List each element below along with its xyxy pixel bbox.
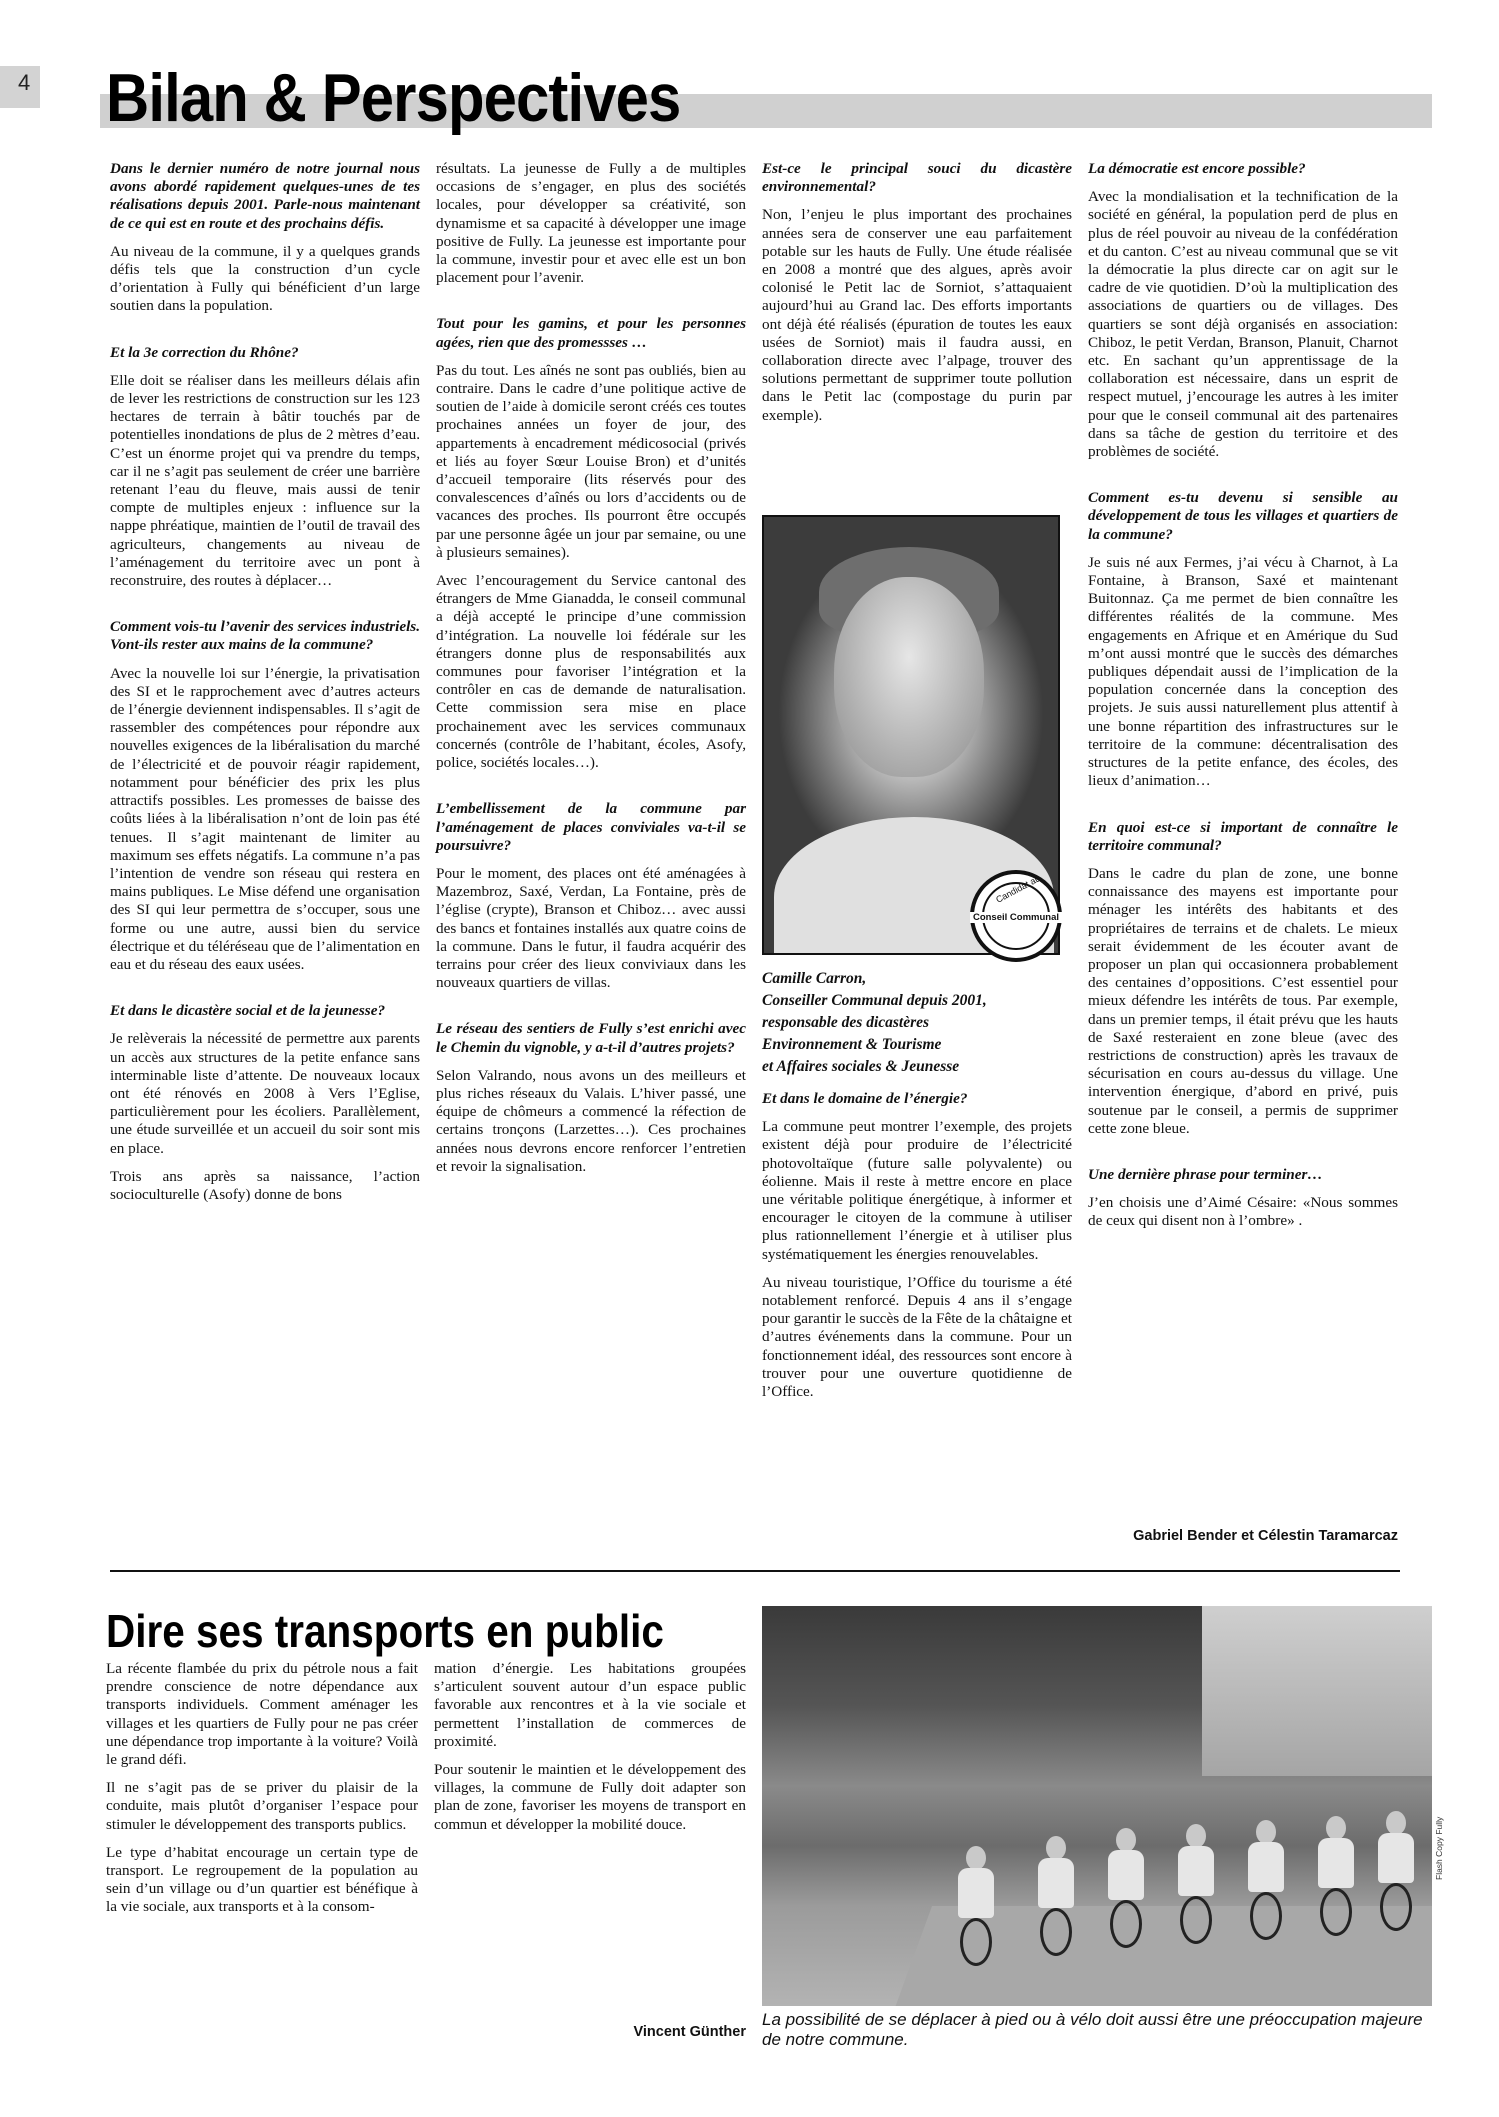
paragraph: Il ne s’agit pas de se priver du plaisir de la conduite, mais plutôt d’organiser l’espace pour stimuler le développement des transports publics. <box>106 1779 418 1833</box>
caption-line: Environnement & Tourisme <box>762 1036 942 1053</box>
interview-answer: Au niveau de la commune, il y a quelques grands défis tels que la construction d’un cycle d’orientation à Fully qui bénéficient d’un large soutien dans la population. <box>110 242 420 315</box>
caption-line: Camille Carron, <box>762 970 867 987</box>
caption-line: Conseiller Communal depuis 2001, <box>762 992 987 1009</box>
photo-credit: Flash Copy Fully <box>1434 1816 1444 1880</box>
cyclist-figure <box>952 1846 1000 1966</box>
interview-question: Et dans le dicastère social et de la jeunesse? <box>110 1002 386 1020</box>
article2-column-2 <box>434 1660 746 1844</box>
portrait-caption <box>762 968 1062 1078</box>
interview-answer: Selon Valrando, nous avons un des meilleurs et plus riches réseaux du Valais. L’hiver passé, une équipe de chômeurs a commencé la réfection de certains tronçons (Larzettes…). Ces prochaines années nous devrons encore renforcer l’entretien et revoir la signalisation. <box>436 1066 746 1175</box>
portrait-face <box>834 577 984 777</box>
caption-line: responsable des dicastères <box>762 1014 930 1031</box>
interview-question: Comment es-tu devenu si sensible au développement de tous les villages et quartiers de la commune? <box>1088 489 1398 543</box>
interview-signature: Gabriel Bender et Célestin Taramarcaz <box>1133 1528 1398 1544</box>
interview-answer: Non, l’enjeu le plus important des prochaines années sera de conserver une eau parfaitement potable sur les hauts de Fully. Une étude réalisée en 2008 a montré que des algues, après avoir colonisé le Petit lac de Sorniot, s’attaquaient aujourd’hui au Grand lac. Des efforts importants ont déjà été réalisés (épuration de toutes les eaux usées de Sorniot) mais il faudra aussi, en collaboration directe avec l’alpage, trouver des solutions permettant de supprimer toute pollution dans le Petit lac (compostage du purin par exemple). <box>762 206 1072 424</box>
article2-signature: Vincent Günther <box>633 2024 746 2040</box>
article2-title: Dire ses transports en public <box>106 1605 664 1657</box>
page-title: Bilan & Perspectives <box>106 60 681 136</box>
interview-question: Tout pour les gamins, et pour les personnes agées, rien que des promessses … <box>436 315 746 351</box>
paragraph: La récente flambée du prix du pétrole nous a fait prendre conscience de notre dépendance aux transports individuels. Comment aménager les villages et les quartiers de Fully pour ne pas créer une dépendance trop importante à la voiture? Voilà le grand défi. <box>106 1660 418 1769</box>
interview-answer: Avec l’encouragement du Service cantonal des étrangers de Mme Gianadda, le conseil communal a déjà accepté le principe d’une commission d’intégration. La nouvelle loi fédérale sur les étrangers donne plus de responsabilités aux communes pour favoriser l’intégration et la contrôler en cas de demande de naturalisation. Cette commission sera mise en place prochainement avec les services communaux concernés (contrôle de l’habitant, écoles, Asofy, police, sociétés locales…). <box>436 572 746 772</box>
page-number: 4 <box>18 70 31 95</box>
interview-answer: Pour le moment, des places ont été aménagées à Mazembroz, Saxé, Verdan, La Fontaine, près de l’église (crypte), Branson et Chiboz… avec aussi des bancs et fontaines installés aux quatre coins de la commune. Dans le futur, il faudra acquérir des terrains pour créer des lieux conviviaux dans les nouveaux quartiers de villas. <box>436 864 746 992</box>
interview-column-4 <box>1088 160 1398 1241</box>
interview-question: L’embellissement de la commune par l’aménagement de places conviviales va-t-il se poursuivre? <box>436 800 746 854</box>
interview-column-2 <box>436 160 746 1186</box>
interview-answer: Trois ans après sa naissance, l’action socioculturelle (Asofy) donne de bons <box>110 1167 420 1203</box>
interview-question: Et dans le domaine de l’énergie? <box>762 1090 968 1107</box>
interview-question: Et la 3e correction du Rhône? <box>110 343 299 361</box>
cyclist-figure <box>1032 1836 1080 1956</box>
interview-answer: J’en choisis une d’Aimé Césaire: «Nous sommes de ceux qui disent non à l’ombre» . <box>1088 1194 1398 1230</box>
caption-line: et Affaires sociales & Jeunesse <box>762 1058 960 1075</box>
paragraph: mation d’énergie. Les habitations groupées s’articulent souvent autour d’un espace public favorable aux rencontres et à la vie sociale et permettent l’installation de commerces de proximité. <box>434 1660 746 1750</box>
paragraph: Le type d’habitat encourage un certain type de transport. Le regroupement de la population au sein d’un village ou d’un quartier est bénéfique à la vie sociale, aux transports et à la consom- <box>106 1843 418 1916</box>
article2-column-1 <box>106 1660 418 1927</box>
photo-sky <box>1202 1606 1432 1776</box>
interview-answer: La commune peut montrer l’exemple, des projets existent déjà pour produire de l’électricité photovoltaïque (future salle polyvalente) ou éolienne. Mais il reste à mettre encore en place une véritable politique énergétique, à informer et encourager le citoyen de la commune à utiliser plus rationnellement l’énergie et à utiliser plus systématiquement les énergies renouvelables. <box>762 1118 1072 1263</box>
interview-column-3-bottom <box>762 1090 1072 1411</box>
cyclist-figure <box>1242 1820 1290 1940</box>
interview-question: En quoi est-ce si important de connaître le territoire communal? <box>1088 818 1398 854</box>
candidate-stamp-icon <box>970 870 1062 962</box>
paragraph: Pour soutenir le maintien et le développement des villages, la commune de Fully doit adapter son plan de zone, favoriser les moyens de transport en commun et développer la mobilité douce. <box>434 1761 746 1833</box>
cyclists-photo <box>762 1606 1432 2006</box>
cyclist-figure <box>1372 1811 1420 1931</box>
interview-answer: Avec la nouvelle loi sur l’énergie, la privatisation des SI et le rapprochement avec d’autres acteurs de l’énergie deviennent indispensables. Il s’agit de rassembler des compétences pour répondre aux nouvelles exigences de la libéralisation du marché de l’électricité et de pouvoir réagir rapidement, notamment pour bénéficier des prix les plus attractifs possibles. Les promesses de baisse des coûts liées à la libéralisation n’ont de loin pas été tenues. Il s’agit maintenant de limiter au maximum ses effets négatifs. La commune n’a pas l’intention de vendre son réseau qui restera en mains publiques. Le Mise défend une organisation des SI qui leur permettra de s’occuper, sous une forme ou une autre, aussi bien du service électrique et du téléréseau que de l’alimentation en eau et du réseau des eaux usées. <box>110 664 420 973</box>
interview-answer: résultats. La jeunesse de Fully a de multiples occasions de s’engager, en plus des sociétés locales, pour développer sa créativité, son dynamisme et sa capacité à développer une image positive de Fully. La jeunesse est importante pour la commune, investir pour et avec elle est un bon placement pour l’avenir. <box>436 160 746 287</box>
interview-answer: Dans le cadre du plan de zone, une bonne connaissance des mayens est importante pour ménager les intérêts des habitants et des propriétaires de terrains et de chalets. Le mieux serait évidemment de les écouter avant de proposer un plan qui occasionnera probablement des centaines d’oppositions. C’est essentiel pour mieux défendre les intérêts de tous. Par exemple, dans un premier temps, il était prévu que les hauts de Saxé resteraient en zone bleue (avec des restrictions de construction) après les travaux de sécurisation en cours au-dessus du village. Une intervention énergique, d’abord en privé, puis soutenue par le conseil, a permis de supprimer cette zone bleue. <box>1088 864 1398 1137</box>
interview-answer: Avec la mondialisation et la technification de la société en général, la population perd de plus en plus de réel pouvoir au niveau de la confédération et du canton. C’est au niveau communal que se vit la démocratie la plus directe car on agit sur le cadre de vie quotidien. D’où la multiplication des associations de quartiers ou de villages. Des quartiers se sont déjà organisés en association: Chiboz, le petit Verdan, Branson, Planuit, Charnot etc. En sachant qu’un apprentissage de la collaboration est nécessaire, dans un esprit de respect mutuel, j’encourage les autres à les imiter pour que le conseil communal ait des partenaires dans sa tâche de gestion du territoire et des problèmes de société. <box>1088 188 1398 461</box>
interview-question: Le réseau des sentiers de Fully s’est enrichi avec le Chemin du vignoble, y a-t-il d’autres projets? <box>436 1020 746 1056</box>
interview-column-3-top <box>762 160 1072 435</box>
cyclist-figure <box>1172 1824 1220 1944</box>
stamp-top-text: Candidat au <box>994 873 1042 905</box>
interview-column-1 <box>110 160 420 1214</box>
interview-answer: Elle doit se réaliser dans les meilleurs délais afin de lever les restrictions de construction sur les 123 hectares de terrain à bâtir touchés par de potentielles inondations de plus de 2 mètres d’eau. C’est un énorme projet qui va prendre du temps, car il ne s’agit pas seulement de créer une barrière retenant l’eau du fleuve, mais aussi de tenir compte de multiples enjeux : influence sur la nappe phréatique, maintien de l’outil de travail des agriculteurs, changements au niveau de l’aménagement du territoire avec un pont à reconstruire, des routes à déplacer… <box>110 371 420 590</box>
interview-question: Est-ce le principal souci du dicastère environnemental? <box>762 160 1072 196</box>
interview-question: Dans le dernier numéro de notre journal nous avons abordé rapidement quelques-unes de tes réalisations depuis 2001. Parle-nous maintenant de ce qui est en route et des prochains défis. <box>110 160 420 232</box>
interview-answer: Au niveau touristique, l’Office du tourisme a été notablement renforcé. Depuis 4 ans il s’engage pour garantir le succès de la Fête de la châtaigne et d’autres événements dans la commune. Pour un fonctionnement idéal, des ressources sont encore à trouver pour une ouverture quotidienne de l’Office. <box>762 1273 1072 1401</box>
cyclist-figure <box>1312 1816 1360 1936</box>
interview-question: Une dernière phrase pour terminer… <box>1088 1165 1323 1183</box>
interview-question: La démocratie est encore possible? <box>1088 160 1306 177</box>
interview-answer: Je suis né aux Fermes, j’ai vécu à Charnot, à La Fontaine, à Branson, Saxé et maintenant Buitonnaz. Ça me permet de bien connaître les différentes réalités de la commune. Mes engagements en Afrique et en Amérique du Sud m’ont aussi montré que le succès des démarches publiques dépendait aussi de l’implication de la population concernée dans la conception des projets. Je suis aussi naturellement plus attentif à une bonne répartition des infrastructures sur le territoire de la commune: décentralisation des structures de la petite enfance, des écoles, des lieux d’animation… <box>1088 553 1398 790</box>
stamp-label: Conseil Communal <box>970 912 1062 923</box>
interview-answer: Je relèverais la nécessité de permettre aux parents un accès aux structures de la petite enfance sans interminable liste d’attente. De nouveaux locaux ont été rénovés en 2008 à Vers l’Eglise, particulièrement pour les écoliers. Parallèlement, une étude surveillée et un accueil du soir sont mis en place. <box>110 1030 420 1157</box>
interview-answer: Pas du tout. Les aînés ne sont pas oubliés, bien au contraire. Dans le cadre d’une politique active de soutien de l’aide à domicile seront créés ces toutes prochaines années un foyer de jour, des appartements à encadrement médicosocial (privés et liés au foyer Sœur Louise Bron) et d’unités d’accueil temporaire (lits réservés pour des convalescences d’aînés ou lors d’accidents ou de vacances des proches. Ils pourront être occupés par une personne âgée un jour par semaine, ou une à plusieurs semaines). <box>436 361 746 561</box>
section-divider <box>110 1570 1400 1572</box>
interview-question: Comment vois-tu l’avenir des services industriels. Vont-ils rester aux mains de la commune? <box>110 618 420 654</box>
cyclist-figure <box>1102 1828 1150 1948</box>
photo-caption: La possibilité de se déplacer à pied ou à vélo doit aussi être une préoccupation majeure de notre commune. <box>762 2010 1423 2049</box>
